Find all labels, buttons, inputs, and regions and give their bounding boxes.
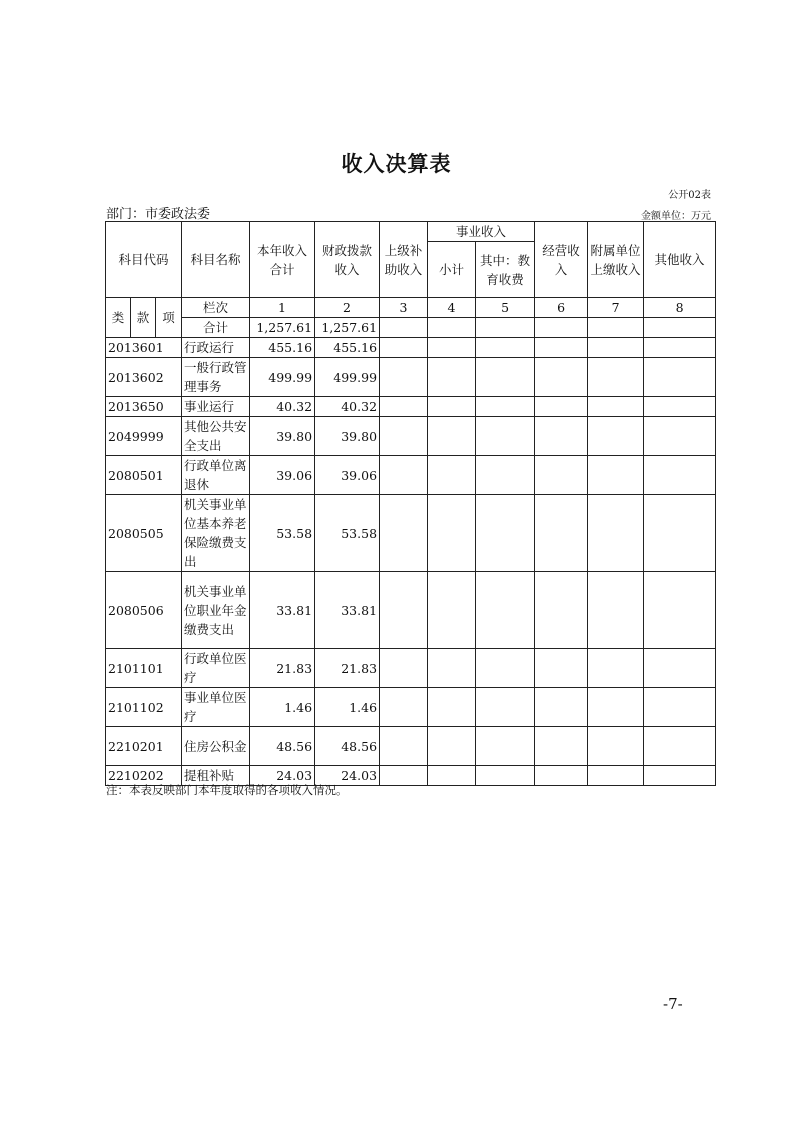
row-code: 2080501 xyxy=(106,456,182,495)
row-code: 2210201 xyxy=(106,727,182,766)
row-fiscal: 39.06 xyxy=(315,456,380,495)
header-other: 其他收入 xyxy=(644,222,716,298)
header-code: 科目代码 xyxy=(106,222,182,298)
empty-cell xyxy=(535,397,588,417)
empty-cell xyxy=(588,495,644,572)
empty-cell xyxy=(428,572,476,649)
empty-cell xyxy=(535,727,588,766)
empty-cell xyxy=(380,572,428,649)
header-subtotal: 小计 xyxy=(428,242,476,298)
row-total-income: 33.81 xyxy=(250,572,315,649)
header-operating: 经营收入 xyxy=(535,222,588,298)
empty-cell xyxy=(644,572,716,649)
row-name: 住房公积金 xyxy=(182,727,250,766)
header-business-group: 事业收入 xyxy=(428,222,535,242)
row-fiscal: 24.03 xyxy=(315,766,380,786)
empty-cell xyxy=(380,358,428,397)
col-num: 4 xyxy=(428,298,476,318)
row-name: 事业运行 xyxy=(182,397,250,417)
empty-cell xyxy=(588,456,644,495)
col-num: 7 xyxy=(588,298,644,318)
empty-cell xyxy=(476,727,535,766)
page-number: -7- xyxy=(663,995,683,1013)
empty-cell xyxy=(476,766,535,786)
empty-cell xyxy=(428,649,476,688)
row-fiscal: 53.58 xyxy=(315,495,380,572)
table-row xyxy=(106,338,716,358)
empty-cell xyxy=(535,456,588,495)
empty-cell xyxy=(428,727,476,766)
empty-cell xyxy=(380,649,428,688)
empty-cell xyxy=(588,397,644,417)
amount-unit: 金额单位：万元 xyxy=(641,211,711,222)
empty-cell xyxy=(380,397,428,417)
empty-cell xyxy=(476,338,535,358)
empty-cell xyxy=(588,338,644,358)
row-name: 一般行政管理事务 xyxy=(182,358,250,397)
empty-cell xyxy=(535,688,588,727)
empty-cell xyxy=(588,358,644,397)
page-title: 收入决算表 xyxy=(341,152,452,176)
table-row xyxy=(106,456,716,495)
row-name: 行政运行 xyxy=(182,338,250,358)
empty-cell xyxy=(428,417,476,456)
row-fiscal: 499.99 xyxy=(315,358,380,397)
empty-cell xyxy=(644,456,716,495)
row-name: 机关事业单位职业年金缴费支出 xyxy=(182,572,250,649)
empty-cell xyxy=(380,766,428,786)
row-fiscal: 33.81 xyxy=(315,572,380,649)
empty-cell xyxy=(476,417,535,456)
row-total-income: 53.58 xyxy=(250,495,315,572)
row-name: 其他公共安全支出 xyxy=(182,417,250,456)
empty-cell xyxy=(588,417,644,456)
empty-cell xyxy=(476,397,535,417)
row-name: 机关事业单位基本养老保险缴费支出 xyxy=(182,495,250,572)
row-code: 2101102 xyxy=(106,688,182,727)
col-num: 8 xyxy=(644,298,716,318)
header-name: 科目名称 xyxy=(182,222,250,298)
table-row xyxy=(106,688,716,727)
table-row xyxy=(106,572,716,649)
col-num: 6 xyxy=(535,298,588,318)
row-total-income: 21.83 xyxy=(250,649,315,688)
empty-cell xyxy=(644,727,716,766)
row-code: 2049999 xyxy=(106,417,182,456)
empty-cell xyxy=(428,338,476,358)
row-name: 行政单位医疗 xyxy=(182,649,250,688)
row-fiscal: 39.80 xyxy=(315,417,380,456)
row-code: 2013602 xyxy=(106,358,182,397)
empty-cell xyxy=(644,766,716,786)
empty-cell xyxy=(428,456,476,495)
empty-cell xyxy=(535,358,588,397)
row-code: 2080506 xyxy=(106,572,182,649)
row-code: 2013601 xyxy=(106,338,182,358)
header-education: 其中：教育收费 xyxy=(476,242,535,298)
row-fiscal: 48.56 xyxy=(315,727,380,766)
row-fiscal: 40.32 xyxy=(315,397,380,417)
table-row xyxy=(106,358,716,397)
empty-cell xyxy=(588,649,644,688)
table-row xyxy=(106,727,716,766)
total-label: 合计 xyxy=(182,318,250,338)
col-num: 3 xyxy=(380,298,428,318)
row-code: 2210202 xyxy=(106,766,182,786)
empty-cell xyxy=(428,397,476,417)
empty-cell xyxy=(535,766,588,786)
empty-cell xyxy=(380,338,428,358)
header-fiscal: 财政拨款收入 xyxy=(315,222,380,298)
row-total-income: 1.46 xyxy=(250,688,315,727)
empty-cell xyxy=(476,358,535,397)
row-code: 2013650 xyxy=(106,397,182,417)
empty-cell xyxy=(380,688,428,727)
col-num: 1 xyxy=(250,298,315,318)
row-code: 2080505 xyxy=(106,495,182,572)
empty-cell xyxy=(588,688,644,727)
header-lei: 类 xyxy=(106,298,131,338)
header-kuan: 款 xyxy=(131,298,156,338)
row-code: 2101101 xyxy=(106,649,182,688)
empty-cell xyxy=(644,495,716,572)
row-name: 行政单位离退休 xyxy=(182,456,250,495)
col-num: 2 xyxy=(315,298,380,318)
row-total-income: 499.99 xyxy=(250,358,315,397)
empty-cell xyxy=(535,495,588,572)
row-fiscal: 21.83 xyxy=(315,649,380,688)
header-total-income: 本年收入合计 xyxy=(250,222,315,298)
empty-cell xyxy=(428,358,476,397)
header-lanci: 栏次 xyxy=(182,298,250,318)
empty-cell xyxy=(380,495,428,572)
row-fiscal: 1.46 xyxy=(315,688,380,727)
empty-cell xyxy=(476,572,535,649)
empty-cell xyxy=(535,572,588,649)
empty-cell xyxy=(476,649,535,688)
empty-cell xyxy=(644,688,716,727)
empty-cell xyxy=(428,766,476,786)
row-total-income: 455.16 xyxy=(250,338,315,358)
row-name: 提租补贴 xyxy=(182,766,250,786)
row-total-income: 40.32 xyxy=(250,397,315,417)
empty-cell xyxy=(535,417,588,456)
empty-cell xyxy=(644,358,716,397)
col-num: 5 xyxy=(476,298,535,318)
row-total-income: 24.03 xyxy=(250,766,315,786)
empty-cell xyxy=(588,766,644,786)
table-row xyxy=(106,397,716,417)
empty-cell xyxy=(588,572,644,649)
empty-cell xyxy=(380,727,428,766)
row-total-income: 39.06 xyxy=(250,456,315,495)
empty-cell xyxy=(588,727,644,766)
empty-cell xyxy=(644,397,716,417)
header-xiang: 项 xyxy=(156,298,182,338)
total-fiscal-value: 1,257.61 xyxy=(315,318,380,338)
table-row xyxy=(106,417,716,456)
empty-cell xyxy=(476,688,535,727)
row-fiscal: 455.16 xyxy=(315,338,380,358)
empty-cell xyxy=(476,456,535,495)
empty-cell xyxy=(644,338,716,358)
header-affiliated: 附属单位上缴收入 xyxy=(588,222,644,298)
income-table xyxy=(105,221,716,786)
row-total-income: 39.80 xyxy=(250,417,315,456)
row-name: 事业单位医疗 xyxy=(182,688,250,727)
form-code: 公开02表 xyxy=(668,190,711,201)
empty-cell xyxy=(535,338,588,358)
empty-cell xyxy=(476,495,535,572)
table-row xyxy=(106,495,716,572)
empty-cell xyxy=(380,456,428,495)
table-row xyxy=(106,649,716,688)
empty-cell xyxy=(380,417,428,456)
empty-cell xyxy=(644,417,716,456)
row-total-income: 48.56 xyxy=(250,727,315,766)
empty-cell xyxy=(428,495,476,572)
table-note: 注：本表反映部门本年度取得的各项收入情况。 xyxy=(106,783,348,797)
header-superior: 上级补助收入 xyxy=(380,222,428,298)
empty-cell xyxy=(644,649,716,688)
total-income-value: 1,257.61 xyxy=(250,318,315,338)
empty-cell xyxy=(428,688,476,727)
empty-cell xyxy=(535,649,588,688)
department-label: 部门：市委政法委 xyxy=(106,207,211,222)
